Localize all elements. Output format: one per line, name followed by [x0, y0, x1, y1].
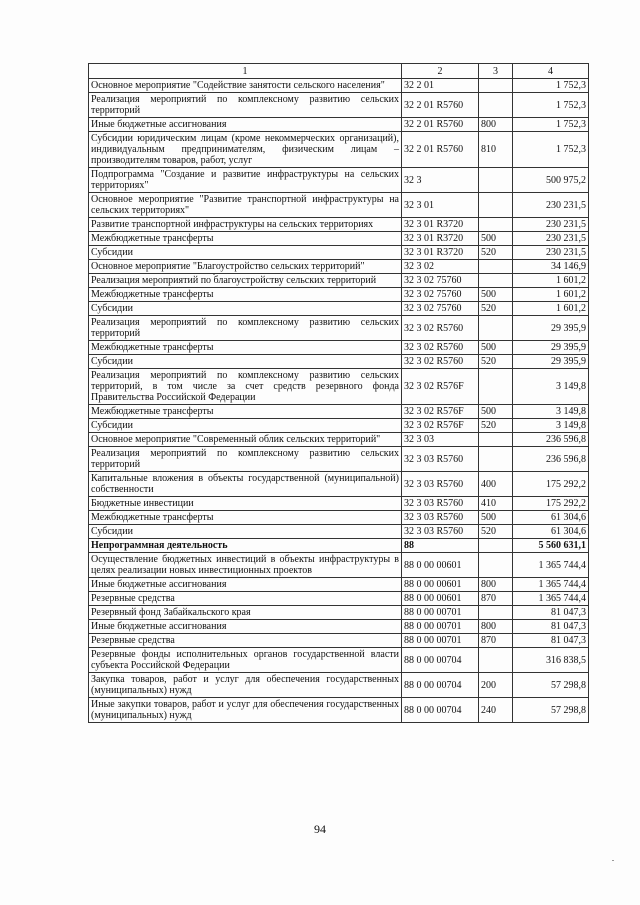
scan-speck [213, 274, 215, 275]
table-row [89, 246, 589, 260]
table-cell-type [479, 606, 513, 620]
table-cell-amount: 1 601,2 [513, 288, 589, 302]
table-cell-name: Основное мероприятие "Развитие транспортной инфраструктуры на сельских территориях" [89, 193, 402, 218]
table-cell-name: Резервный фонд Забайкальского края [89, 606, 402, 620]
table-cell-amount: 5 560 631,1 [513, 539, 589, 553]
table-cell-amount: 175 292,2 [513, 472, 589, 497]
table-row [89, 447, 589, 472]
table-cell-code: 88 0 00 00704 [402, 673, 479, 698]
table-body [89, 79, 589, 723]
table-cell-name: Межбюджетные трансферты [89, 405, 402, 419]
table-cell-code: 32 3 02 R576F [402, 405, 479, 419]
table-cell-amount: 61 304,6 [513, 511, 589, 525]
table-cell-amount: 230 231,5 [513, 246, 589, 260]
table-cell-type [479, 274, 513, 288]
table-row [89, 79, 589, 93]
table-cell-code: 32 3 01 [402, 193, 479, 218]
table-cell-name: Основное мероприятие "Содействие занятости сельского населения" [89, 79, 402, 93]
table-row [89, 648, 589, 673]
table-cell-type: 870 [479, 634, 513, 648]
table-cell-code: 32 3 01 R3720 [402, 232, 479, 246]
table-cell-code: 32 3 02 R576F [402, 369, 479, 405]
table-cell-type [479, 316, 513, 341]
table-cell-code: 32 3 03 R5760 [402, 525, 479, 539]
table-cell-name: Реализация мероприятий по комплексному развитию сельских территорий [89, 447, 402, 472]
table-cell-code: 32 3 03 R5760 [402, 497, 479, 511]
table-cell-type: 520 [479, 525, 513, 539]
table-row [89, 168, 589, 193]
table-cell-amount: 500 975,2 [513, 168, 589, 193]
table-row [89, 193, 589, 218]
table-cell-name: Подпрограмма "Создание и развитие инфраструктуры на сельских территориях" [89, 168, 402, 193]
table-row [89, 405, 589, 419]
table-cell-type [479, 260, 513, 274]
table-cell-amount: 3 149,8 [513, 419, 589, 433]
table-cell-code: 32 3 03 R5760 [402, 447, 479, 472]
table-cell-type: 800 [479, 578, 513, 592]
table-row [89, 93, 589, 118]
table-cell-amount: 29 395,9 [513, 355, 589, 369]
page-number: 94 [314, 822, 326, 836]
table-cell-type: 520 [479, 302, 513, 316]
table-cell-type: 500 [479, 511, 513, 525]
table-row [89, 132, 589, 168]
table-cell-amount: 1 365 744,4 [513, 578, 589, 592]
table-cell-amount: 1 752,3 [513, 118, 589, 132]
table-cell-name: Резервные средства [89, 592, 402, 606]
table-cell-type [479, 168, 513, 193]
table-cell-code: 32 3 02 75760 [402, 288, 479, 302]
table-cell-amount: 1 752,3 [513, 79, 589, 93]
table-cell-type: 520 [479, 419, 513, 433]
table-row [89, 539, 589, 553]
table-cell-amount: 3 149,8 [513, 369, 589, 405]
table-cell-code: 88 0 00 00601 [402, 553, 479, 578]
table-row [89, 511, 589, 525]
table-row [89, 341, 589, 355]
table-cell-type: 500 [479, 405, 513, 419]
table-cell-amount: 57 298,8 [513, 673, 589, 698]
table-cell-name: Реализация мероприятий по комплексному развитию сельских территорий [89, 93, 402, 118]
table-row [89, 472, 589, 497]
table-cell-code: 32 3 02 75760 [402, 302, 479, 316]
table-row [89, 525, 589, 539]
table-row [89, 369, 589, 405]
table-cell-type: 200 [479, 673, 513, 698]
table-cell-type: 520 [479, 246, 513, 260]
table-cell-amount: 81 047,3 [513, 606, 589, 620]
table-cell-name: Капитальные вложения в объекты государственной (муниципальной) собственности [89, 472, 402, 497]
table-cell-code: 32 3 01 R3720 [402, 218, 479, 232]
table-cell-type [479, 369, 513, 405]
table-cell-name: Реализация мероприятий по комплексному развитию сельских территорий [89, 316, 402, 341]
table-cell-name: Субсидии [89, 302, 402, 316]
table-cell-name: Межбюджетные трансферты [89, 511, 402, 525]
table-cell-code: 32 3 02 R5760 [402, 341, 479, 355]
table-cell-amount: 1 752,3 [513, 132, 589, 168]
table-cell-name: Субсидии [89, 355, 402, 369]
table-row [89, 592, 589, 606]
table-cell-code: 32 3 02 R5760 [402, 316, 479, 341]
table-row [89, 118, 589, 132]
table-cell-code: 88 0 00 00704 [402, 698, 479, 723]
table-cell-code: 32 2 01 R5760 [402, 132, 479, 168]
table-cell-name: Непрограммная деятельность [89, 539, 402, 553]
table-cell-amount: 236 596,8 [513, 447, 589, 472]
table-cell-name: Иные бюджетные ассигнования [89, 118, 402, 132]
table-cell-code: 32 3 02 75760 [402, 274, 479, 288]
table-cell-type [479, 648, 513, 673]
table-cell-amount: 34 146,9 [513, 260, 589, 274]
table-cell-type [479, 193, 513, 218]
table-cell-type: 500 [479, 341, 513, 355]
table-cell-code: 88 0 00 00601 [402, 592, 479, 606]
table-cell-type [479, 79, 513, 93]
table-row [89, 433, 589, 447]
table-row [89, 606, 589, 620]
table-cell-type: 500 [479, 232, 513, 246]
table-cell-type: 810 [479, 132, 513, 168]
table-cell-type [479, 539, 513, 553]
table-cell-name: Иные закупки товаров, работ и услуг для обеспечения государственных (муниципальных) нужд [89, 698, 402, 723]
scan-speck [612, 860, 614, 861]
table-cell-code: 32 2 01 R5760 [402, 118, 479, 132]
table-row [89, 620, 589, 634]
table-cell-type: 870 [479, 592, 513, 606]
table-cell-amount: 1 752,3 [513, 93, 589, 118]
table-cell-name: Иные бюджетные ассигнования [89, 578, 402, 592]
header-col-2: 2 [402, 64, 479, 79]
table-cell-amount: 29 395,9 [513, 341, 589, 355]
table-cell-name: Реализация мероприятий по благоустройству сельских территорий [89, 274, 402, 288]
table-cell-type: 240 [479, 698, 513, 723]
table-cell-type: 520 [479, 355, 513, 369]
table-cell-type: 800 [479, 118, 513, 132]
table-row [89, 698, 589, 723]
table-cell-code: 32 2 01 [402, 79, 479, 93]
table-row [89, 673, 589, 698]
table-cell-code: 32 3 02 [402, 260, 479, 274]
table-row [89, 316, 589, 341]
table-cell-code: 32 3 02 R576F [402, 419, 479, 433]
table-cell-code: 88 0 00 00701 [402, 606, 479, 620]
table-row [89, 497, 589, 511]
table-row [89, 419, 589, 433]
table-cell-type [479, 433, 513, 447]
table-cell-name: Основное мероприятие "Современный облик сельских территорий" [89, 433, 402, 447]
table-row [89, 355, 589, 369]
table-row [89, 288, 589, 302]
table-cell-amount: 316 838,5 [513, 648, 589, 673]
table-cell-type [479, 447, 513, 472]
table-cell-code: 32 3 03 [402, 433, 479, 447]
table-cell-amount: 1 365 744,4 [513, 553, 589, 578]
table-cell-amount: 1 601,2 [513, 302, 589, 316]
table-row [89, 578, 589, 592]
table-cell-amount: 175 292,2 [513, 497, 589, 511]
table-cell-name: Иные бюджетные ассигнования [89, 620, 402, 634]
table-cell-code: 32 3 03 R5760 [402, 472, 479, 497]
table-cell-code: 32 2 01 R5760 [402, 93, 479, 118]
table-cell-name: Развитие транспортной инфраструктуры на сельских территориях [89, 218, 402, 232]
table-cell-name: Межбюджетные трансферты [89, 232, 402, 246]
table-cell-type: 410 [479, 497, 513, 511]
table-row [89, 274, 589, 288]
table-cell-code: 88 0 00 00601 [402, 578, 479, 592]
table-cell-amount: 29 395,9 [513, 316, 589, 341]
table-row [89, 302, 589, 316]
table-cell-code: 32 3 01 R3720 [402, 246, 479, 260]
table-cell-name: Реализация мероприятий по комплексному развитию сельских территорий, в том числе за счет средств резервного фонда Правительства Российской Федерации [89, 369, 402, 405]
table-cell-name: Закупка товаров, работ и услуг для обеспечения государственных (муниципальных) нужд [89, 673, 402, 698]
table-cell-amount: 3 149,8 [513, 405, 589, 419]
table-cell-amount: 230 231,5 [513, 232, 589, 246]
table-cell-code: 32 3 03 R5760 [402, 511, 479, 525]
table-cell-amount: 230 231,5 [513, 193, 589, 218]
table-cell-name: Межбюджетные трансферты [89, 288, 402, 302]
table-cell-amount: 1 601,2 [513, 274, 589, 288]
table-cell-name: Резервные фонды исполнительных органов государственной власти субъекта Российской Федерации [89, 648, 402, 673]
table-cell-name: Бюджетные инвестиции [89, 497, 402, 511]
table-row [89, 218, 589, 232]
table-cell-amount: 230 231,5 [513, 218, 589, 232]
table-cell-amount: 57 298,8 [513, 698, 589, 723]
table-header-row [89, 64, 589, 79]
table-cell-amount: 81 047,3 [513, 620, 589, 634]
table-cell-code: 32 3 02 R5760 [402, 355, 479, 369]
table-cell-code: 88 0 00 00704 [402, 648, 479, 673]
table-cell-amount: 236 596,8 [513, 433, 589, 447]
table-cell-name: Субсидии юридическим лицам (кроме некоммерческих организаций), индивидуальным предпринимателям, физическим лицам – производителям товаров, работ, услуг [89, 132, 402, 168]
table-row [89, 260, 589, 274]
table-cell-code: 32 3 [402, 168, 479, 193]
header-col-3: 3 [479, 64, 513, 79]
table-cell-type [479, 553, 513, 578]
table-cell-type: 800 [479, 620, 513, 634]
table-cell-name: Субсидии [89, 246, 402, 260]
budget-table [88, 63, 589, 723]
table-cell-type [479, 93, 513, 118]
table-cell-name: Основное мероприятие "Благоустройство сельских территорий" [89, 260, 402, 274]
header-col-1: 1 [89, 64, 402, 79]
table-cell-amount: 1 365 744,4 [513, 592, 589, 606]
table-cell-name: Межбюджетные трансферты [89, 341, 402, 355]
table-cell-name: Субсидии [89, 419, 402, 433]
table-cell-amount: 81 047,3 [513, 634, 589, 648]
table-cell-type [479, 218, 513, 232]
table-cell-type: 500 [479, 288, 513, 302]
table-row [89, 232, 589, 246]
table-cell-name: Резервные средства [89, 634, 402, 648]
table-cell-amount: 61 304,6 [513, 525, 589, 539]
table-row [89, 634, 589, 648]
table-cell-code: 88 0 00 00701 [402, 634, 479, 648]
table-cell-code: 88 0 00 00701 [402, 620, 479, 634]
table-cell-name: Осуществление бюджетных инвестиций в объекты инфраструктуры в целях реализации новых инвестиционных проектов [89, 553, 402, 578]
table-cell-code: 88 [402, 539, 479, 553]
header-col-4: 4 [513, 64, 589, 79]
table-cell-name: Субсидии [89, 525, 402, 539]
table-cell-type: 400 [479, 472, 513, 497]
table-row [89, 553, 589, 578]
